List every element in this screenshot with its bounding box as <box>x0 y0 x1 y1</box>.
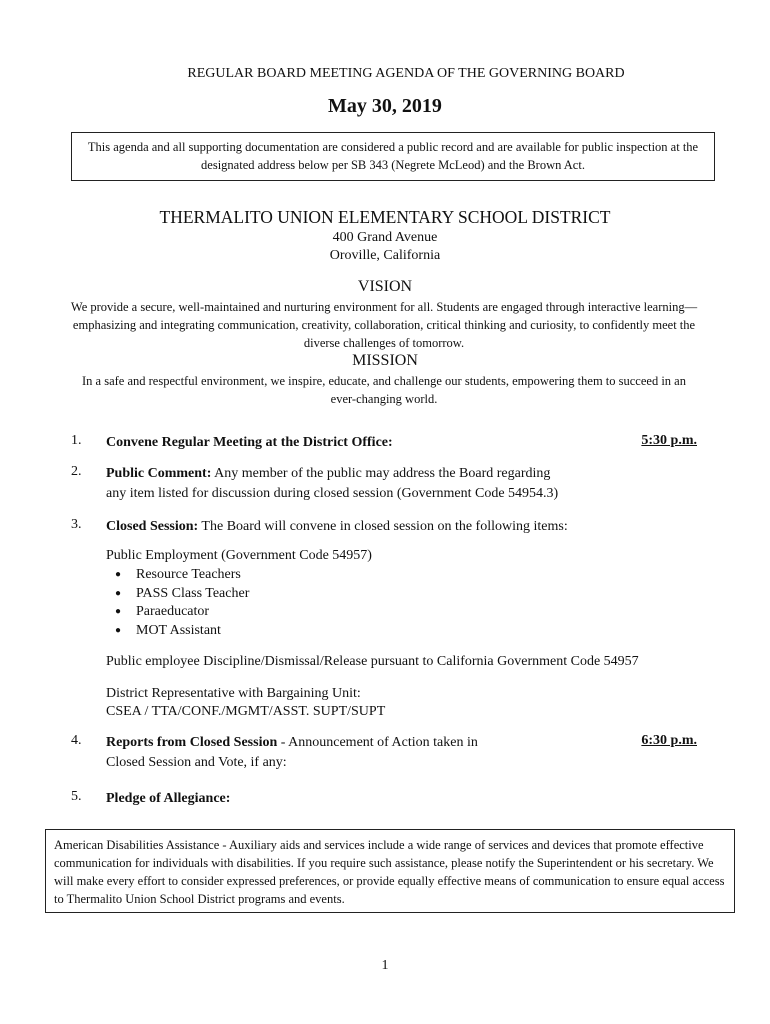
item-2-line1: Any member of the public may address the Board regarding <box>211 466 551 481</box>
item-title-4: Reports from Closed Session <box>106 735 278 750</box>
item-3-header <box>106 517 706 537</box>
item-4-line1: - Announcement of Action taken in <box>277 735 478 750</box>
item-2 <box>106 464 666 504</box>
item-title-1 <box>106 433 393 453</box>
vision-heading: VISION <box>357 278 413 295</box>
item-title-5-text: Pledge of Allegiance: <box>106 791 231 806</box>
item-time-1: 5:30 p.m. <box>641 433 697 448</box>
item-title-1-text: Convene Regular Meeting at the District Office: <box>106 435 393 450</box>
public-employment-heading: Public Employment (Government Code 54957) <box>106 548 372 563</box>
vision-text: We provide a secure, well-maintained and nurturing environment for all. Students are engaged through interactive learning—emphasizing and integrating communication, creativity, collaboration, critical thinking and curiosity, to confidently meet the diverse challenges of tomorrow. <box>70 300 698 350</box>
list-item: ● Paraeducator <box>106 603 249 622</box>
list-item: ● Resource Teachers <box>106 566 249 585</box>
item-time-4: 6:30 p.m. <box>641 733 697 748</box>
discipline-line: Public employee Discipline/Dismissal/Release pursuant to California Government Code 54957 <box>106 654 639 669</box>
document-title: REGULAR BOARD MEETING AGENDA OF THE GOVERNING BOARD <box>187 66 625 81</box>
ada-notice-box <box>45 829 735 913</box>
page-number: 1 <box>381 958 389 973</box>
item-4-line2: Closed Session and Vote, if any: <box>106 755 287 770</box>
bargaining-line1: District Representative with Bargaining Unit: <box>106 686 361 701</box>
item-title-3: Closed Session: <box>106 519 199 534</box>
public-record-notice <box>71 132 715 181</box>
item-number-2: 2. <box>71 464 82 479</box>
list-item: ● MOT Assistant <box>106 622 249 641</box>
item-number-4: 4. <box>71 733 82 748</box>
item-number-1: 1. <box>71 433 82 448</box>
item-title-5 <box>106 789 230 809</box>
item-2-line2: any item listed for discussion during closed session (Government Code 54954.3) <box>106 486 559 501</box>
bargaining-line2: CSEA / TTA/CONF./MGMT/ASST. SUPT/SUPT <box>106 704 386 719</box>
item-title-2: Public Comment: <box>106 466 212 481</box>
mission-heading: MISSION <box>352 352 418 369</box>
positions-list <box>106 566 249 640</box>
item-number-5: 5. <box>71 789 82 804</box>
item-3-text: The Board will convene in closed session on the following items: <box>198 519 568 534</box>
mission-text: In a safe and respectful environment, we inspire, educate, and challenge our students, empowering them to succeed in an ever-changing world. <box>82 374 686 406</box>
public-record-notice-text: This agenda and all supporting documentation are considered a public record and are available for public inspection at the designated address below per SB 343 (Negrete McLeod) and the Brown Act. <box>87 140 699 172</box>
item-number-3: 3. <box>71 517 82 532</box>
district-name: THERMALITO UNION ELEMENTARY SCHOOL DISTRICT <box>159 207 611 227</box>
ada-notice-text: American Disabilities Assistance - Auxiliary aids and services include a wide range of services and devices that promote effective communication for individuals with disabilities. If you require such assistance, please notify the Superintendent or his secretary. We will make every effort to consider expressed preferences, or provide equally effective means of communication to ensure equal access to Thermalito Union School District programs and events. <box>54 838 725 906</box>
list-item: ● PASS Class Teacher <box>106 585 249 604</box>
item-4 <box>106 733 586 773</box>
meeting-date: May 30, 2019 <box>328 95 442 117</box>
address-street: 400 Grand Avenue <box>332 230 438 245</box>
address-city: Oroville, California <box>329 248 441 263</box>
